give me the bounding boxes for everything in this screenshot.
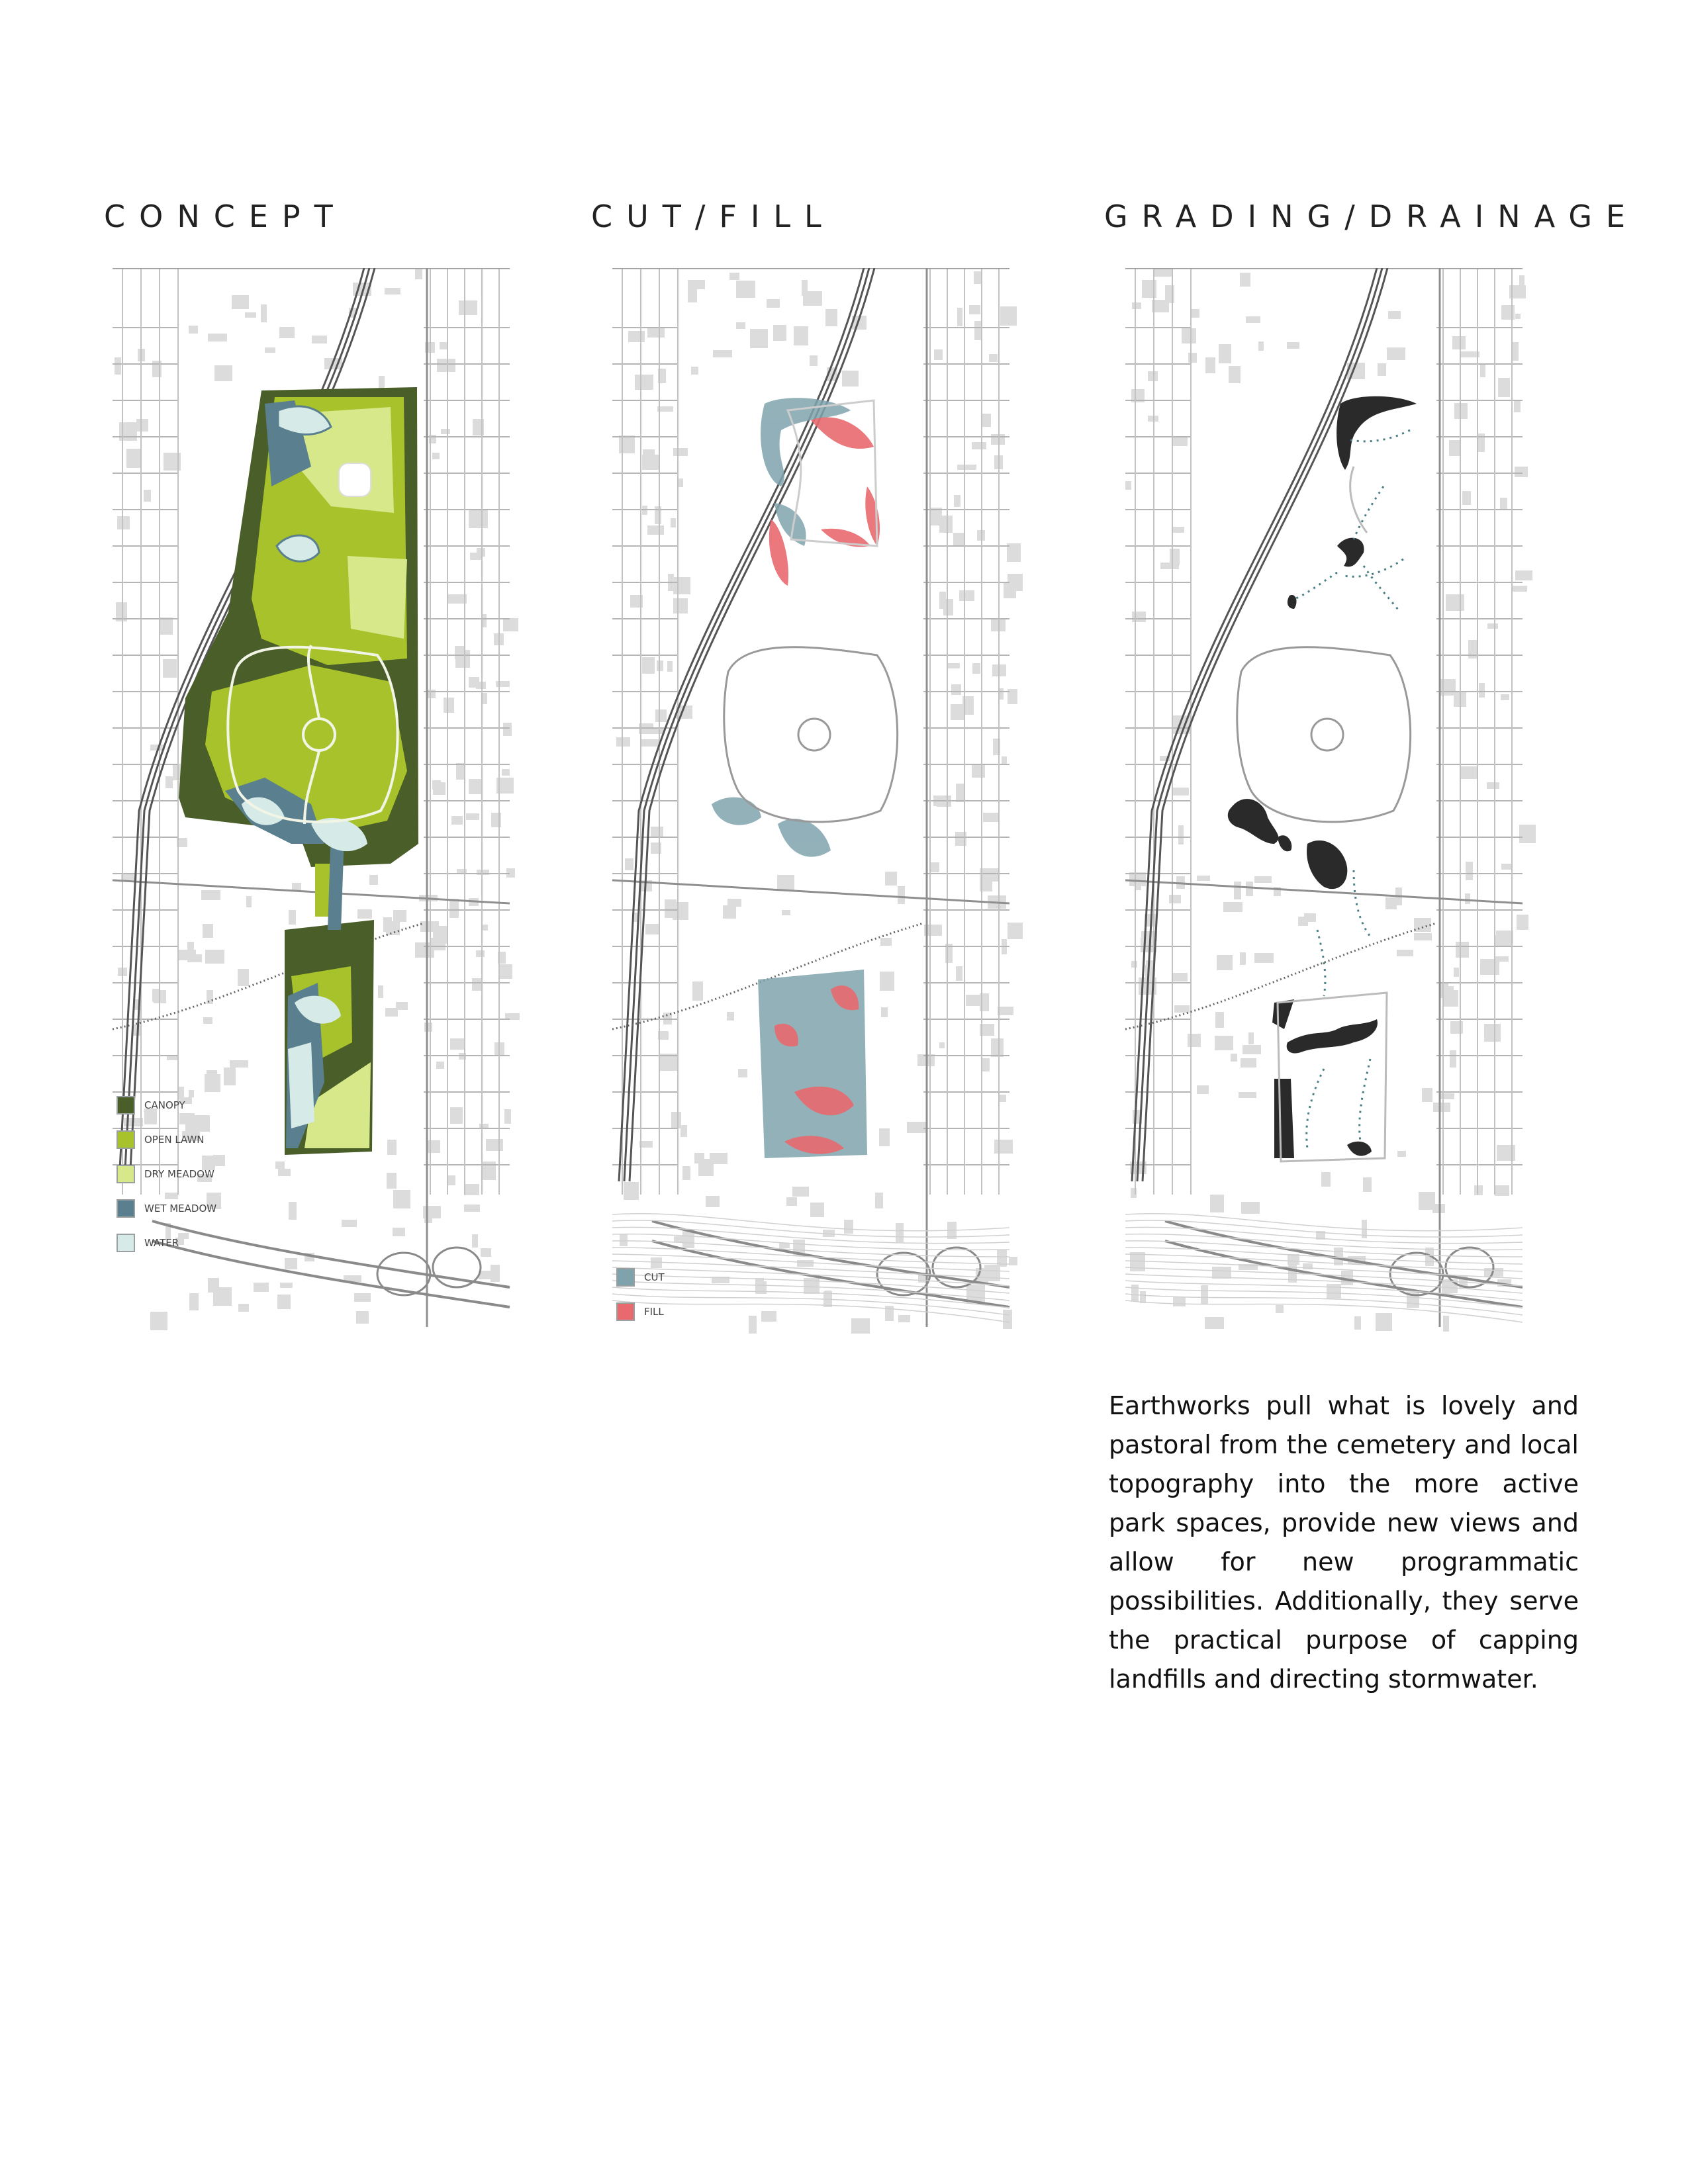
base-map	[1125, 268, 1536, 1332]
description-text: Earthworks pull what is lovely and pastoral from the cemetery and local topography into the more active park spaces, provide new views and allow for new programmatic possibilities. Additionally, they serve the practical purpose of capping landfills and directing stormwater.	[1109, 1391, 1579, 1694]
legend-item-cut	[616, 1264, 665, 1291]
grading-drainage-map	[1125, 268, 1536, 1334]
legend-label: OPEN LAWN	[144, 1134, 205, 1146]
legend-label: DRY MEADOW	[144, 1168, 214, 1180]
legend-item-open-lawn	[117, 1126, 216, 1153]
fill-swatch	[616, 1302, 635, 1321]
concept-legend	[117, 1092, 216, 1264]
legend-label: CANOPY	[144, 1099, 185, 1111]
legend-item-wet-meadow	[117, 1195, 216, 1222]
base-map	[612, 268, 1023, 1334]
panel-title-cut-fill: CUT/FILL	[591, 199, 835, 234]
legend-label: FILL	[644, 1306, 664, 1318]
legend-label: WATER	[144, 1237, 179, 1249]
cut-fill-map	[612, 268, 1023, 1334]
dry-meadow-swatch	[117, 1165, 135, 1183]
wet-meadow-swatch	[117, 1199, 135, 1218]
concept-map	[113, 268, 523, 1334]
legend-item-water	[117, 1230, 216, 1256]
canopy-swatch	[117, 1096, 135, 1115]
legend-item-dry-meadow	[117, 1161, 216, 1187]
water-swatch	[117, 1234, 135, 1252]
cut-swatch	[616, 1268, 635, 1287]
panel-title-concept: CONCEPT	[104, 199, 347, 234]
legend-item-canopy	[117, 1092, 216, 1118]
open-lawn-swatch	[117, 1130, 135, 1149]
cut-fill-legend	[616, 1264, 665, 1333]
basin-zones	[1228, 396, 1417, 1158]
panel-title-grading-drainage: GRADING/DRAINAGE	[1104, 199, 1640, 234]
legend-item-fill	[616, 1298, 665, 1325]
legend-label: WET MEADOW	[144, 1203, 217, 1214]
legend-label: CUT	[644, 1271, 665, 1283]
